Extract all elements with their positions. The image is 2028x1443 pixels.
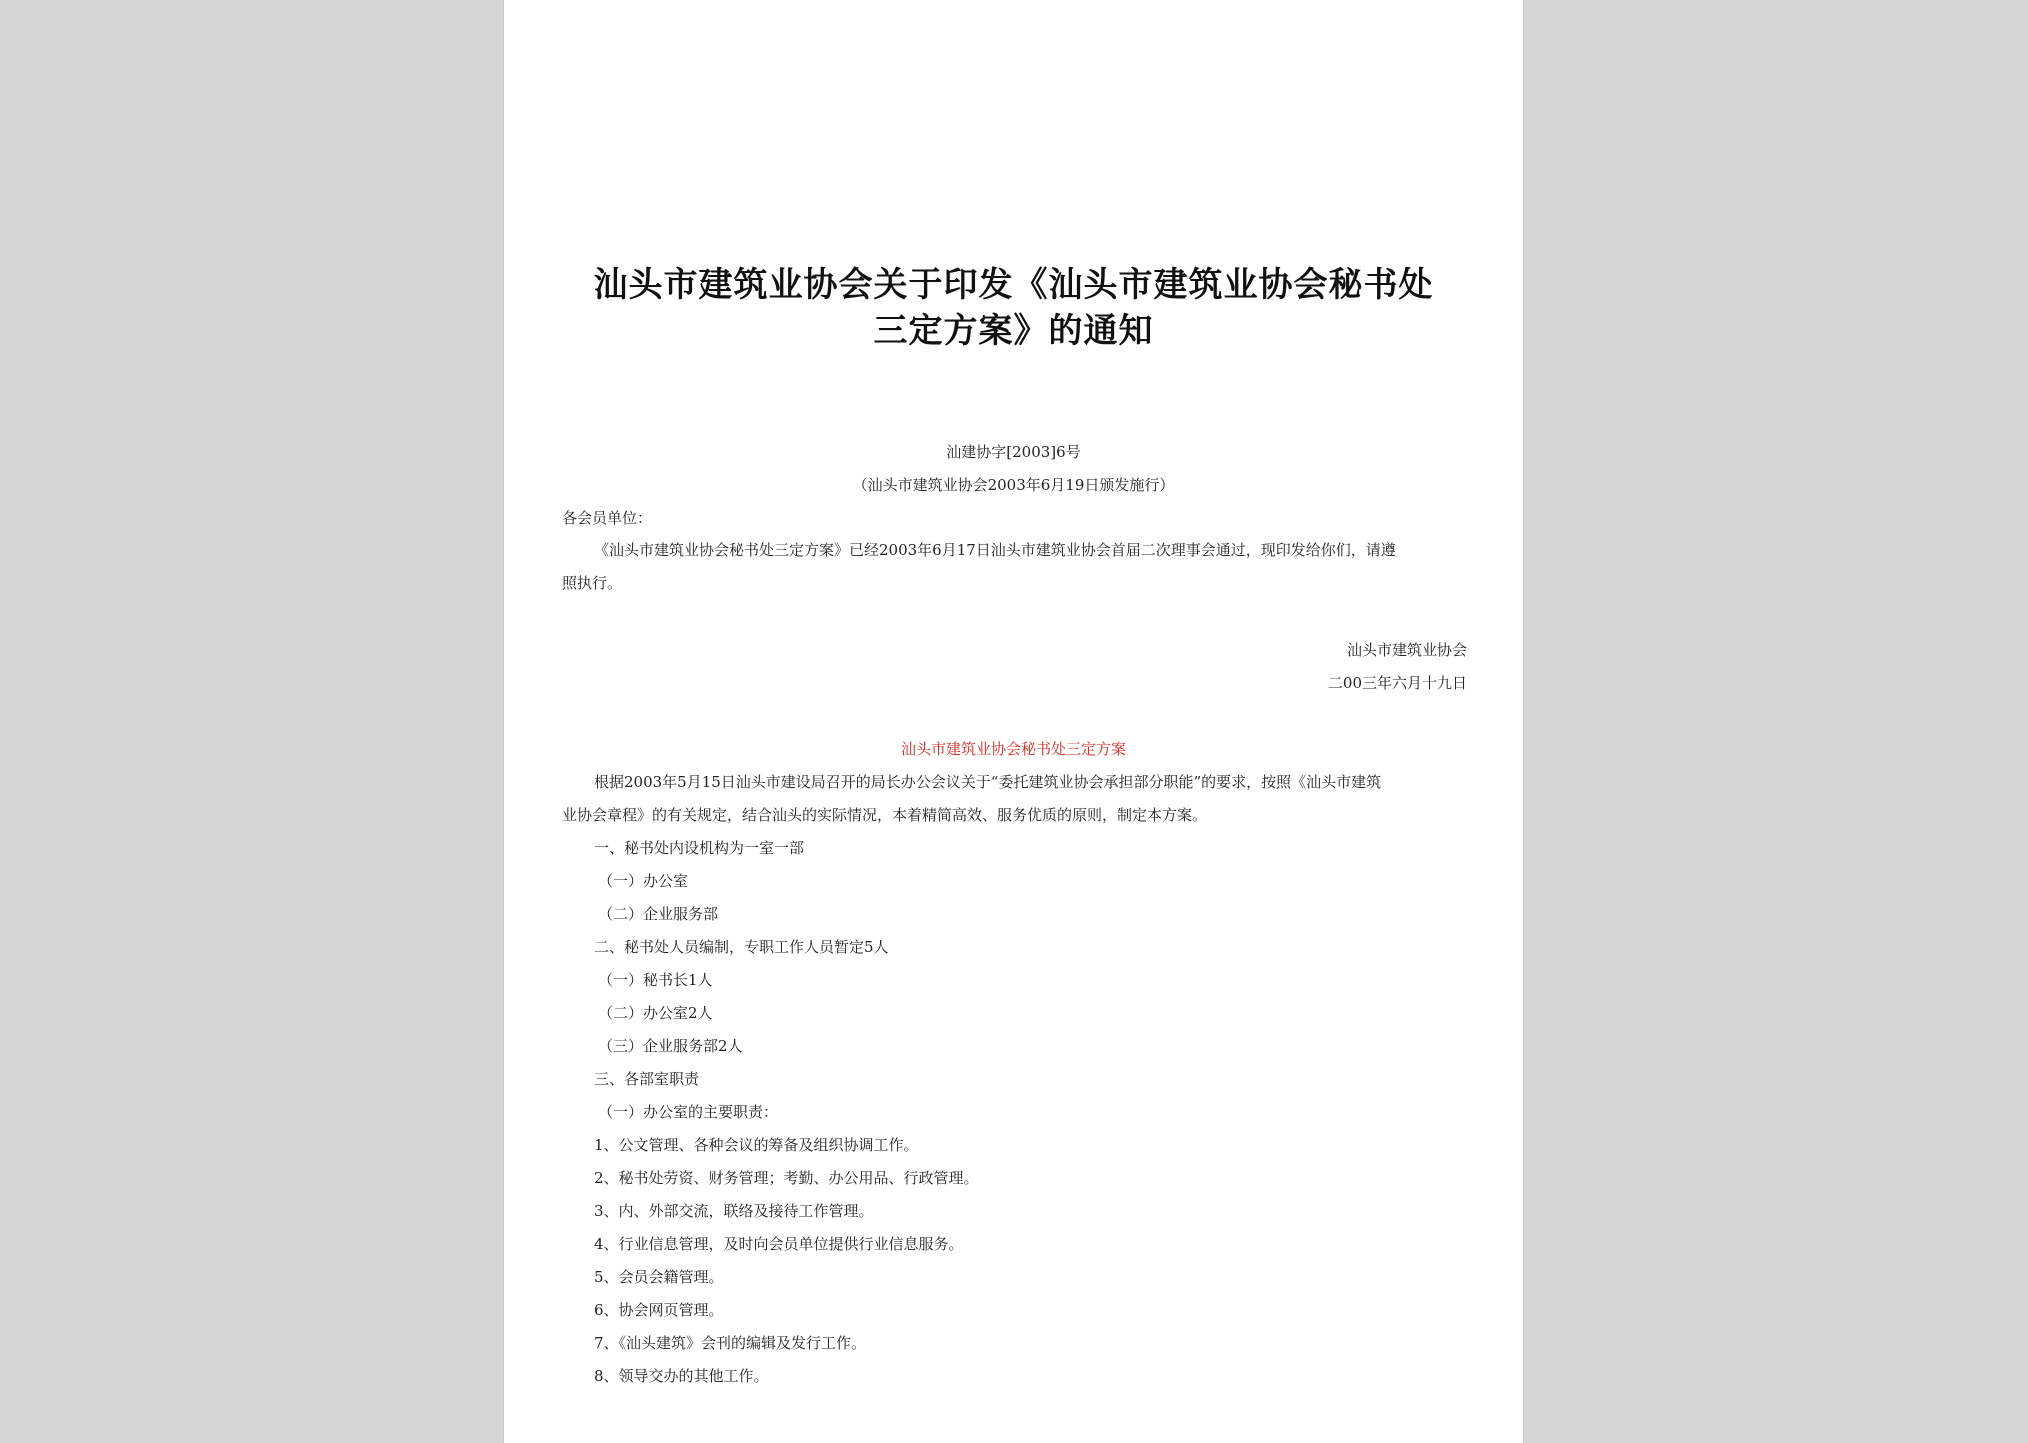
- salutation: 各会员单位：: [562, 509, 653, 527]
- intro-line-1: 根据2003年5月15日汕头市建设局召开的局长办公会议关于“委托建筑业协会承担部分职能”的要求，按照《汕头市建筑: [594, 773, 1382, 791]
- list-item: （一）秘书长1人: [598, 971, 713, 989]
- list-item: 一、秘书处内设机构为一室一部: [594, 839, 805, 857]
- title-line-2: 三定方案》的通知: [873, 311, 1154, 351]
- list-item: （一）办公室的主要职责：: [598, 1103, 779, 1121]
- list-item: （三）企业服务部2人: [598, 1037, 743, 1055]
- body-paragraph-line-2: 照执行。: [562, 574, 623, 592]
- list-item: 2、秘书处劳资、财务管理；考勤、办公用品、行政管理。: [594, 1169, 979, 1187]
- list-item: （一）办公室: [598, 872, 689, 890]
- signature-organization: 汕头市建筑业协会: [1346, 641, 1467, 659]
- list-item: （二）企业服务部: [598, 905, 719, 923]
- signature-date: 二00三年六月十九日: [1327, 674, 1467, 692]
- list-item: 4、行业信息管理，及时向会员单位提供行业信息服务。: [594, 1235, 964, 1253]
- list-item: 8、领导交办的其他工作。: [594, 1367, 769, 1385]
- list-item: 二、秘书处人员编制，专职工作人员暂定5人: [594, 938, 889, 956]
- document-page: [504, 0, 1523, 1443]
- list-item: （二）办公室2人: [598, 1004, 713, 1022]
- section-title: 汕头市建筑业协会秘书处三定方案: [900, 740, 1126, 758]
- list-item: 三、各部室职责: [594, 1070, 700, 1088]
- list-item: 1、公文管理、各种会议的筹备及组织协调工作。: [594, 1136, 919, 1154]
- list-item: 5、会员会籍管理。: [594, 1268, 724, 1286]
- list-item: 7、《汕头建筑》会刊的编辑及发行工作。: [594, 1334, 867, 1352]
- body-paragraph-line-1: 《汕头市建筑业协会秘书处三定方案》已经2003年6月17日汕头市建筑业协会首届二次理事会通过，现印发给你们，请遵: [594, 541, 1396, 559]
- list-item: 6、协会网页管理。: [594, 1301, 724, 1319]
- document-number: 汕建协字[2003]6号: [946, 443, 1081, 461]
- list-item: 3、内、外部交流，联络及接待工作管理。: [594, 1202, 874, 1220]
- issued-note: （汕头市建筑业协会2003年6月19日颁发施行）: [852, 476, 1175, 494]
- document-title: [554, 262, 1473, 354]
- intro-line-2: 业协会章程》的有关规定，结合汕头的实际情况，本着精简高效、服务优质的原则，制定本方案。: [562, 806, 1208, 824]
- title-line-1: 汕头市建筑业协会关于印发《汕头市建筑业协会秘书处: [593, 265, 1434, 305]
